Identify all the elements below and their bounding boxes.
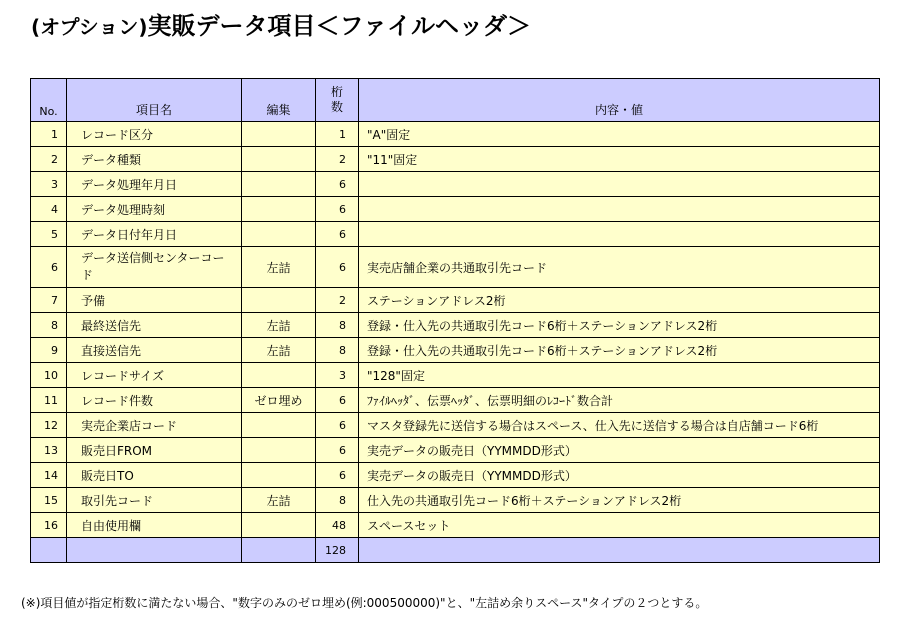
row-name: 予備 bbox=[67, 288, 242, 313]
row-content: 登録・仕入先の共通取引先コード6桁＋ステーションアドレス2桁 bbox=[359, 313, 880, 338]
row-name: 最終送信先 bbox=[67, 313, 242, 338]
row-no: 15 bbox=[31, 488, 67, 513]
total-edit-cell bbox=[242, 538, 316, 563]
row-edit: ゼロ埋め bbox=[242, 388, 316, 413]
row-name: 自由使用欄 bbox=[67, 513, 242, 538]
table-row bbox=[31, 147, 880, 172]
row-content: 仕入先の共通取引先コード6桁＋ステーションアドレス2桁 bbox=[359, 488, 880, 513]
total-content-cell bbox=[359, 538, 880, 563]
row-digits: 6 bbox=[316, 388, 359, 413]
row-no: 1 bbox=[31, 122, 67, 147]
row-edit bbox=[242, 288, 316, 313]
row-digits: 6 bbox=[316, 413, 359, 438]
row-no: 5 bbox=[31, 222, 67, 247]
spec-table bbox=[30, 78, 880, 563]
row-no: 16 bbox=[31, 513, 67, 538]
table-row bbox=[31, 363, 880, 388]
row-content: "A"固定 bbox=[359, 122, 880, 147]
row-edit bbox=[242, 147, 316, 172]
row-name: レコード件数 bbox=[67, 388, 242, 413]
row-name: データ日付年月日 bbox=[67, 222, 242, 247]
row-no: 13 bbox=[31, 438, 67, 463]
row-edit bbox=[242, 197, 316, 222]
row-edit bbox=[242, 463, 316, 488]
row-no: 7 bbox=[31, 288, 67, 313]
row-digits: 6 bbox=[316, 222, 359, 247]
row-digits: 48 bbox=[316, 513, 359, 538]
row-no: 6 bbox=[31, 247, 67, 288]
table-row bbox=[31, 338, 880, 363]
header-name: 項目名 bbox=[67, 79, 242, 122]
header-digits-line1: 桁 bbox=[330, 85, 343, 99]
page-title bbox=[31, 6, 531, 41]
table-row bbox=[31, 488, 880, 513]
row-name: 実売企業店コード bbox=[67, 413, 242, 438]
row-edit bbox=[242, 513, 316, 538]
row-content bbox=[359, 222, 880, 247]
row-digits: 1 bbox=[316, 122, 359, 147]
row-name: 販売日FROM bbox=[67, 438, 242, 463]
row-no: 12 bbox=[31, 413, 67, 438]
row-name: データ処理年月日 bbox=[67, 172, 242, 197]
row-digits: 6 bbox=[316, 172, 359, 197]
row-digits: 2 bbox=[316, 147, 359, 172]
table-row bbox=[31, 247, 880, 288]
row-name: レコードサイズ bbox=[67, 363, 242, 388]
row-name: 販売日TO bbox=[67, 463, 242, 488]
header-edit: 編集 bbox=[242, 79, 316, 122]
title-main: 実販データ項目＜ファイルヘッダ＞ bbox=[147, 12, 532, 40]
row-content: 実売店舗企業の共通取引先コード bbox=[359, 247, 880, 288]
row-no: 2 bbox=[31, 147, 67, 172]
row-digits: 6 bbox=[316, 463, 359, 488]
row-content: マスタ登録先に送信する場合はスペース、仕入先に送信する場合は自店舗コード6桁 bbox=[359, 413, 880, 438]
row-name: レコード区分 bbox=[67, 122, 242, 147]
row-content: 実売データの販売日（YYMMDD形式） bbox=[359, 463, 880, 488]
row-content: ステーションアドレス2桁 bbox=[359, 288, 880, 313]
row-no: 4 bbox=[31, 197, 67, 222]
total-name-cell bbox=[67, 538, 242, 563]
row-digits: 2 bbox=[316, 288, 359, 313]
total-digits: 128 bbox=[316, 538, 359, 563]
row-no: 3 bbox=[31, 172, 67, 197]
row-digits: 6 bbox=[316, 197, 359, 222]
header-no: No. bbox=[31, 79, 67, 122]
row-edit: 左詰 bbox=[242, 247, 316, 288]
row-edit bbox=[242, 363, 316, 388]
row-content: "11"固定 bbox=[359, 147, 880, 172]
row-content: 実売データの販売日（YYMMDD形式） bbox=[359, 438, 880, 463]
row-edit bbox=[242, 122, 316, 147]
row-no: 11 bbox=[31, 388, 67, 413]
row-content: スペースセット bbox=[359, 513, 880, 538]
row-no: 9 bbox=[31, 338, 67, 363]
total-no-cell bbox=[31, 538, 67, 563]
row-content bbox=[359, 197, 880, 222]
row-no: 10 bbox=[31, 363, 67, 388]
row-name: 直接送信先 bbox=[67, 338, 242, 363]
row-digits: 6 bbox=[316, 247, 359, 288]
row-edit bbox=[242, 222, 316, 247]
row-edit: 左詰 bbox=[242, 313, 316, 338]
row-name: データ送信側センターコード bbox=[67, 247, 242, 288]
table-row bbox=[31, 463, 880, 488]
header-content: 内容・値 bbox=[359, 79, 880, 122]
header-digits bbox=[316, 79, 359, 122]
table-total-row bbox=[31, 538, 880, 563]
row-edit: 左詰 bbox=[242, 338, 316, 363]
row-content bbox=[359, 172, 880, 197]
row-edit bbox=[242, 438, 316, 463]
row-no: 14 bbox=[31, 463, 67, 488]
row-digits: 8 bbox=[316, 488, 359, 513]
table-row bbox=[31, 313, 880, 338]
row-edit: 左詰 bbox=[242, 488, 316, 513]
row-content: "128"固定 bbox=[359, 363, 880, 388]
row-digits: 8 bbox=[316, 313, 359, 338]
table-header-row bbox=[31, 79, 880, 122]
table-row bbox=[31, 197, 880, 222]
table-row bbox=[31, 288, 880, 313]
title-prefix: (オプション) bbox=[31, 15, 148, 39]
row-name: 取引先コード bbox=[67, 488, 242, 513]
table-row bbox=[31, 222, 880, 247]
row-edit bbox=[242, 413, 316, 438]
table-row bbox=[31, 388, 880, 413]
row-digits: 8 bbox=[316, 338, 359, 363]
table-row bbox=[31, 438, 880, 463]
row-no: 8 bbox=[31, 313, 67, 338]
row-digits: 6 bbox=[316, 438, 359, 463]
row-name: データ処理時刻 bbox=[67, 197, 242, 222]
header-digits-line2: 数 bbox=[330, 100, 343, 114]
row-edit bbox=[242, 172, 316, 197]
table-row bbox=[31, 122, 880, 147]
table-row bbox=[31, 513, 880, 538]
row-content: ﾌｧｲﾙﾍｯﾀﾞ、伝票ﾍｯﾀﾞ、伝票明細のﾚｺｰﾄﾞ数合計 bbox=[359, 388, 880, 413]
row-digits: 3 bbox=[316, 363, 359, 388]
table-row bbox=[31, 413, 880, 438]
row-content: 登録・仕入先の共通取引先コード6桁＋ステーションアドレス2桁 bbox=[359, 338, 880, 363]
table-row bbox=[31, 172, 880, 197]
footnote: (※)項目値が指定桁数に満たない場合、"数字のみのゼロ埋め(例:000500000)"と、"左詰め余りスペース"タイプの２つとする。 bbox=[21, 596, 708, 610]
row-name: データ種類 bbox=[67, 147, 242, 172]
